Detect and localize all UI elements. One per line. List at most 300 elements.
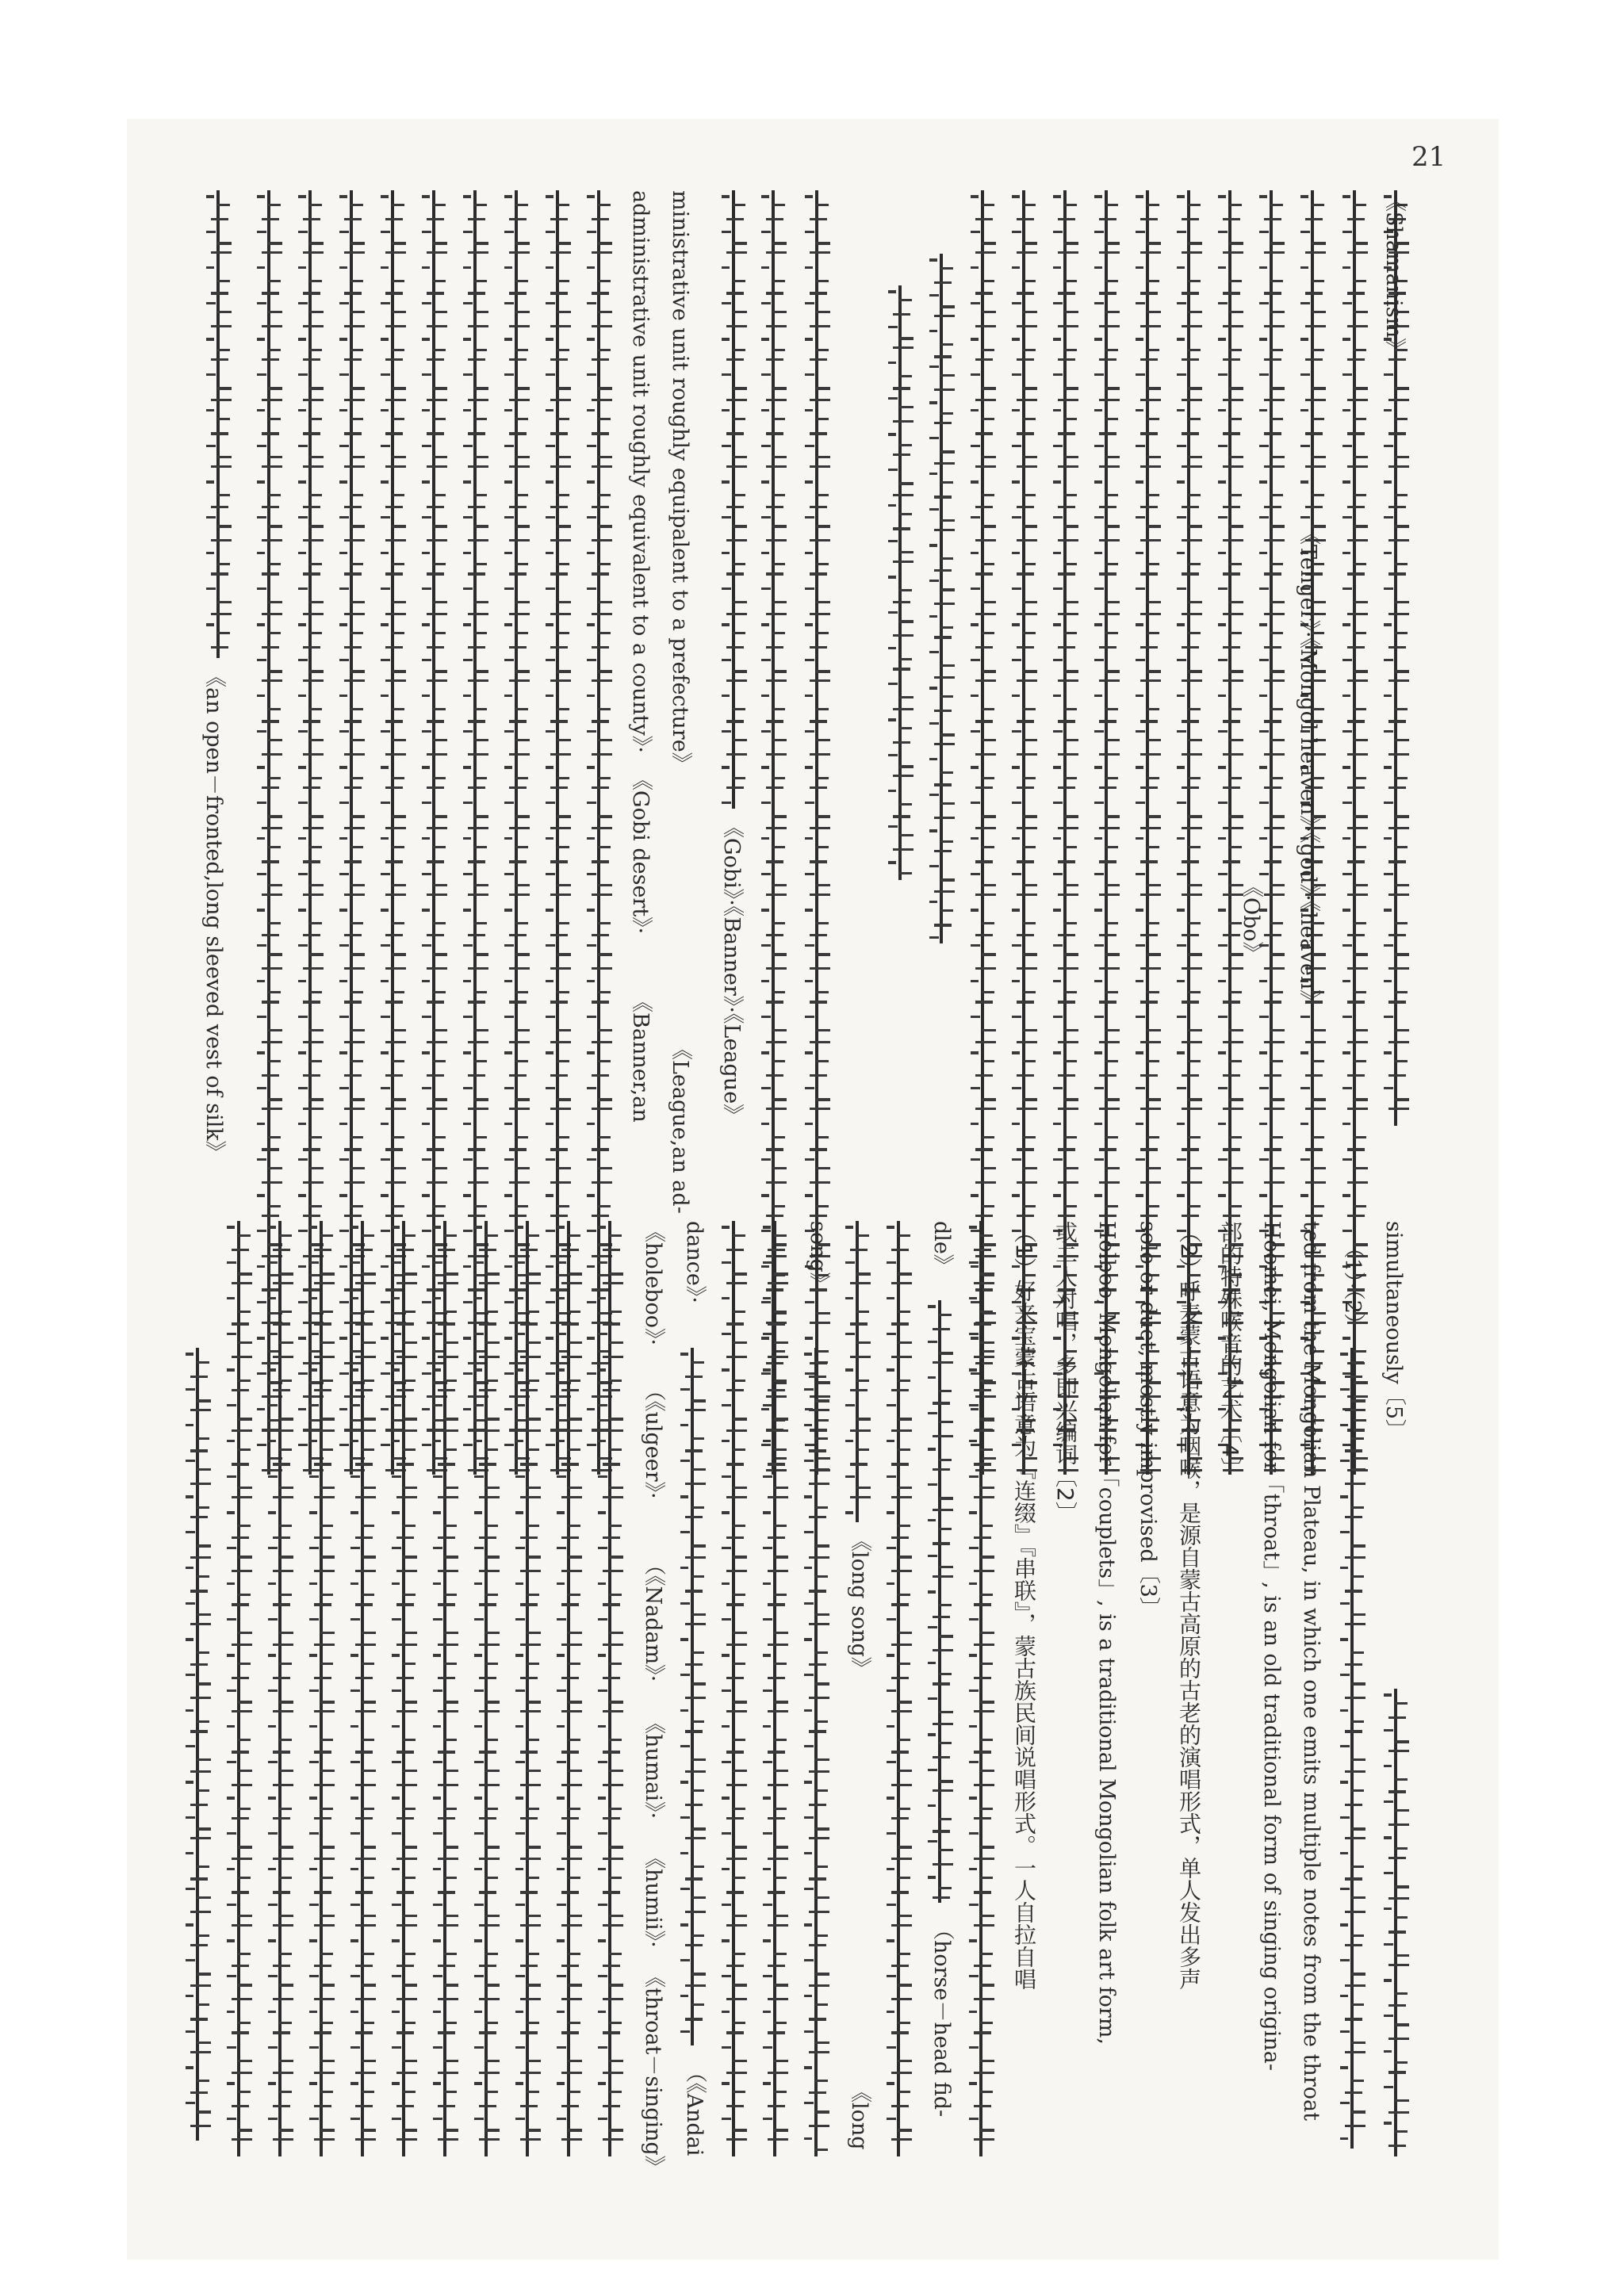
upper-script-line-glyph <box>463 480 471 484</box>
upper-script-line-glyph <box>339 623 347 626</box>
upper-script-line-glyph <box>1094 766 1102 769</box>
upper-script-line-glyph <box>1012 587 1021 590</box>
lower-script-line-glyph <box>474 1582 482 1585</box>
upper-script-line-glyph <box>515 922 528 924</box>
upper-script-line-glyph <box>1259 1158 1269 1161</box>
upper-script-line-glyph <box>893 741 910 744</box>
upper-script-line-glyph <box>1147 563 1159 565</box>
upper-script-line-glyph <box>805 445 814 447</box>
lower-script-line-glyph <box>685 1911 706 1913</box>
lower-script-line-glyph <box>898 2060 912 2062</box>
upper-script-line-glyph <box>929 508 939 511</box>
lower-script-line-glyph <box>1345 1944 1362 1946</box>
lower-script-line-glyph <box>850 1249 868 1251</box>
lower-script-line <box>608 1221 611 2156</box>
upper-script-line-glyph <box>1229 456 1243 458</box>
lower-script-line-glyph <box>362 1525 374 1527</box>
lower-script-line-glyph <box>603 1965 620 1967</box>
lower-script-line-glyph <box>362 2129 376 2132</box>
lower-script-line-glyph <box>314 1603 331 1606</box>
upper-script-line-glyph <box>1177 873 1186 875</box>
upper-script-line-glyph <box>1023 670 1037 673</box>
upper-script-line-glyph <box>598 494 611 496</box>
lower-script-line-glyph <box>603 2105 620 2107</box>
upper-script-line-glyph <box>385 292 403 295</box>
lower-script-line-glyph <box>939 1849 953 1851</box>
upper-script-line-glyph <box>1177 480 1185 484</box>
upper-script-line-glyph <box>761 944 771 947</box>
lower-script-line-glyph <box>273 1496 293 1498</box>
lower-script-line-glyph <box>726 1677 744 1679</box>
lower-script-line-glyph <box>485 2022 498 2024</box>
lower-script-line-glyph <box>309 1582 317 1585</box>
lower-script-line-glyph <box>980 1701 994 1704</box>
upper-script-line-glyph <box>1058 251 1078 254</box>
lower-script-line-glyph <box>485 1663 498 1665</box>
lower-script-line-glyph <box>190 1556 211 1559</box>
lower-script-line-glyph <box>197 1866 209 1868</box>
upper-script-line-glyph <box>766 1181 787 1184</box>
upper-script-line-glyph <box>1105 204 1118 206</box>
upper-script-line-glyph <box>587 659 596 661</box>
upper-script-line-glyph <box>303 786 320 789</box>
upper-script-line-glyph <box>1347 399 1368 401</box>
upper-script-line-glyph <box>381 909 389 912</box>
upper-script-line-glyph <box>929 544 937 547</box>
upper-script-line-glyph <box>1094 802 1104 804</box>
lower-script-line-glyph <box>891 1924 912 1927</box>
upper-script-line-glyph <box>427 465 447 468</box>
upper-script-line-glyph <box>262 1362 279 1364</box>
lower-script-line-glyph <box>763 1939 771 1942</box>
lower-script-line-glyph <box>603 1998 623 2000</box>
upper-script-line-glyph <box>1136 766 1143 769</box>
upper-script-line-glyph <box>339 480 347 484</box>
lower-script-line-glyph <box>485 1272 500 1276</box>
lower-script-line-glyph <box>804 1531 814 1533</box>
lower-script-line-glyph <box>515 2082 523 2085</box>
upper-latin-obo: 《Obo》 <box>1239 876 1263 963</box>
upper-script-line-glyph <box>934 676 955 679</box>
lower-script-line-glyph <box>444 2022 457 2024</box>
lower-script-line-glyph <box>680 2030 690 2033</box>
lower-script-line-glyph <box>609 2129 623 2132</box>
upper-script-line-glyph <box>298 695 306 697</box>
upper-script-line-glyph <box>722 802 731 804</box>
upper-script-line-glyph <box>463 1230 473 1232</box>
upper-script-line-glyph <box>350 708 363 710</box>
lower-script-line-glyph <box>515 1832 525 1835</box>
lower-script-line-glyph <box>396 2138 417 2141</box>
lower-script-line-glyph <box>444 1632 458 1634</box>
upper-script-line-glyph <box>385 1074 403 1077</box>
lower-script-line-glyph <box>1395 1809 1409 1812</box>
lower-script-line-glyph <box>396 1536 414 1539</box>
lower-script-line-glyph <box>1351 1468 1365 1471</box>
upper-script-line-glyph <box>422 1372 431 1375</box>
upper-script-line-glyph <box>339 445 349 447</box>
upper-script-line-glyph <box>1264 1181 1285 1184</box>
lower-script-line-glyph <box>485 1632 500 1634</box>
lower-script-line-glyph <box>845 1440 853 1442</box>
lower-script-line-glyph <box>479 2138 500 2141</box>
upper-script-line-glyph <box>392 670 406 673</box>
lower-script-line-glyph <box>598 1975 607 1977</box>
upper-script-line-glyph <box>1140 1215 1158 1217</box>
upper-script-line-glyph <box>1384 695 1392 697</box>
upper-script-line-glyph <box>350 1167 365 1169</box>
lower-script-line-glyph <box>763 1689 772 1692</box>
upper-script-line-glyph <box>1384 552 1392 554</box>
upper-script-line-glyph <box>1395 922 1408 924</box>
upper-script-line-glyph <box>1017 967 1037 970</box>
lower-script-line-glyph <box>238 1663 251 1665</box>
upper-script-line-glyph <box>262 646 279 649</box>
lower-script-line-glyph <box>520 1536 538 1539</box>
lower-script-line-glyph <box>969 1226 977 1229</box>
lower-script-line-glyph <box>355 1998 376 2000</box>
upper-script-line-glyph <box>433 204 446 206</box>
upper-script-line-glyph <box>1342 623 1350 626</box>
upper-script-line-glyph <box>1136 373 1145 376</box>
upper-script-line-glyph <box>1342 1158 1352 1161</box>
upper-script-line-glyph <box>766 432 783 435</box>
upper-script-line-glyph <box>766 894 787 896</box>
lower-script-line-glyph <box>733 1846 747 1849</box>
upper-script-line-glyph <box>805 1087 814 1089</box>
upper-script-line-glyph <box>515 1205 528 1207</box>
lower-script-line-glyph <box>227 2011 235 2013</box>
lower-script-line-glyph <box>603 1710 623 1712</box>
upper-script-line-glyph <box>422 516 431 519</box>
upper-script-line-glyph <box>929 936 939 939</box>
lower-script-line-glyph <box>969 1511 977 1514</box>
upper-script-line-glyph <box>344 1362 362 1364</box>
lower-script-line-glyph <box>314 1784 335 1786</box>
lower-script-line-glyph <box>268 2082 276 2085</box>
upper-script-line-glyph <box>1094 1016 1104 1018</box>
upper-script-line-glyph <box>982 242 996 245</box>
lower-script-line-glyph <box>474 1939 482 1942</box>
lower-script-line-glyph <box>396 1858 417 1860</box>
upper-script-line-glyph <box>546 552 553 554</box>
lower-script-line-glyph <box>568 2022 580 2024</box>
upper-script-line-glyph <box>344 358 362 361</box>
upper-script-line-glyph <box>463 231 473 233</box>
upper-script-line-glyph <box>557 670 571 673</box>
upper-script-line-glyph <box>975 1395 996 1398</box>
upper-script-line-glyph <box>303 325 324 327</box>
upper-script-line-glyph <box>1094 837 1102 840</box>
lower-script-line-glyph <box>1395 2023 1409 2026</box>
upper-script-line-glyph <box>772 601 787 603</box>
upper-script-line-glyph <box>816 601 830 603</box>
lower-script-line-glyph <box>561 1536 579 1539</box>
lower-script-line-glyph <box>309 1868 317 1870</box>
upper-script-line-glyph <box>1012 695 1020 697</box>
upper-script-line-glyph <box>940 481 953 484</box>
lower-script-line-glyph <box>438 1429 458 1432</box>
lower-script-line-glyph <box>186 1781 193 1784</box>
upper-script-line-glyph <box>557 1205 569 1207</box>
lower-script-line-glyph <box>403 1984 417 1987</box>
lower-script-line-glyph <box>603 1536 620 1539</box>
upper-script-line-glyph <box>1023 601 1037 603</box>
upper-script-line-glyph <box>1347 1108 1368 1110</box>
lower-script-line-glyph <box>527 1739 539 1741</box>
upper-script-line-glyph <box>1388 679 1409 682</box>
upper-script-line-glyph <box>761 409 769 411</box>
lower-script-line-glyph <box>691 1575 704 1578</box>
lower-script-line-glyph <box>763 1368 771 1372</box>
lower-script-line-glyph <box>768 2105 785 2107</box>
lower-script-line-glyph <box>933 1896 950 1899</box>
lower-script-line-glyph <box>273 1603 290 1606</box>
upper-script-line-glyph <box>982 953 996 956</box>
upper-script-line-glyph <box>474 601 488 603</box>
upper-script-line-glyph <box>474 991 487 993</box>
lower-script-line-glyph <box>392 1440 400 1442</box>
upper-script-line-glyph <box>515 387 530 390</box>
lower-script-line-glyph <box>227 1297 235 1299</box>
upper-script-line-glyph <box>1147 777 1159 779</box>
lower-script-line-glyph <box>1395 1992 1408 1995</box>
lower-script-line-glyph <box>515 1761 525 1763</box>
lower-script-line-glyph <box>444 1984 458 1987</box>
upper-script-line-glyph <box>1264 753 1285 756</box>
lower-script-line-glyph <box>433 1868 441 1870</box>
upper-script-line-glyph <box>592 1148 609 1151</box>
lower-script-line-glyph <box>815 1437 828 1440</box>
upper-script-line-glyph <box>1140 860 1158 863</box>
lower-script-line-glyph <box>603 2031 620 2034</box>
upper-script-line-glyph <box>433 1029 447 1031</box>
upper-script-line-glyph <box>971 480 979 484</box>
lower-script-line-glyph <box>974 1784 994 1786</box>
upper-script-line-glyph <box>1140 934 1158 936</box>
lower-script-line-glyph <box>392 1226 400 1229</box>
upper-script-line-glyph <box>592 679 612 682</box>
upper-script-line-glyph <box>381 1051 389 1054</box>
upper-script-line-glyph <box>761 1016 771 1018</box>
lower-script-line-glyph <box>887 1904 896 1906</box>
upper-script-line-glyph <box>888 504 896 507</box>
lower-script-line-glyph <box>969 1797 977 1800</box>
upper-script-line-glyph <box>592 465 612 468</box>
upper-script-line-glyph <box>1218 266 1226 269</box>
upper-script-line-glyph <box>1017 292 1034 295</box>
upper-script-line-glyph <box>550 218 568 220</box>
lower-script-line-glyph <box>232 1751 249 1754</box>
upper-script-line-glyph <box>726 753 747 756</box>
upper-script-line-glyph <box>971 802 980 804</box>
lower-script-line-glyph <box>396 1282 417 1284</box>
upper-script-line-glyph <box>592 613 612 615</box>
lower-script-line-glyph <box>238 1984 252 1987</box>
upper-script-line-glyph <box>975 894 996 896</box>
upper-script-line-glyph <box>592 646 609 649</box>
lower-script-line-glyph <box>898 1556 912 1559</box>
lower-script-line-glyph <box>980 1525 993 1527</box>
lower-script-line-glyph <box>403 1556 417 1559</box>
lower-script-line-glyph <box>939 1604 952 1606</box>
upper-script-line-glyph <box>1105 311 1120 313</box>
lower-script-line-glyph <box>433 1333 442 1335</box>
upper-script-line-glyph <box>587 516 596 519</box>
upper-script-line-glyph <box>1188 632 1201 634</box>
upper-script-line-glyph <box>1395 884 1409 886</box>
upper-script-line-glyph <box>592 860 609 863</box>
lower-script-line-glyph <box>726 1965 744 1967</box>
upper-script-line-glyph <box>1182 753 1202 756</box>
upper-script-line-glyph <box>427 860 444 863</box>
upper-script-line-glyph <box>1264 967 1285 970</box>
lower-script-line-glyph <box>557 1582 565 1585</box>
lower-script-line-glyph <box>392 1333 401 1335</box>
upper-script-line-glyph <box>344 934 362 936</box>
lower-script-line-glyph <box>438 1965 455 1967</box>
upper-script-line-glyph <box>211 646 228 649</box>
upper-script-line-glyph <box>1136 802 1145 804</box>
lower-script-line-glyph <box>561 2031 579 2034</box>
upper-script-line-glyph <box>385 325 406 327</box>
upper-script-line-glyph <box>1064 1136 1077 1138</box>
lower-script-line-glyph <box>474 1725 482 1728</box>
lower-script-line-glyph <box>891 2105 909 2107</box>
upper-script-line-glyph <box>816 1419 829 1422</box>
lower-script-line-glyph <box>722 2046 731 2049</box>
upper-script-line-glyph <box>929 722 939 725</box>
lower-script-line-glyph <box>568 2129 582 2132</box>
lower-script-line-glyph <box>527 1984 541 1987</box>
upper-script-line-glyph <box>975 1181 996 1184</box>
lower-script-line-glyph <box>197 1934 209 1937</box>
upper-script-line-glyph <box>474 846 487 848</box>
upper-script-line-glyph <box>816 1457 830 1460</box>
upper-script-line-glyph <box>1136 909 1143 912</box>
upper-script-line-glyph <box>257 373 266 376</box>
lower-script-line-glyph <box>355 1322 373 1326</box>
lower-script-line-glyph <box>474 1868 482 1870</box>
upper-script-line-glyph <box>433 815 447 818</box>
upper-script-line-glyph <box>1264 572 1281 576</box>
upper-script-line-glyph <box>1223 860 1240 863</box>
upper-script-line-glyph <box>1177 909 1185 912</box>
lower-script-line-glyph <box>1340 1781 1348 1784</box>
upper-script-line-glyph <box>262 1288 279 1292</box>
upper-script-line-glyph <box>381 1158 390 1161</box>
upper-script-line-glyph <box>1058 1108 1078 1110</box>
lower-script-line-glyph <box>273 1817 290 1820</box>
upper-script-line-glyph <box>1140 967 1161 970</box>
upper-script-line-glyph <box>1305 1108 1326 1110</box>
upper-script-line-glyph <box>344 292 362 295</box>
upper-script-line-glyph <box>1017 827 1037 829</box>
upper-script-line-glyph <box>761 1194 769 1197</box>
lower-script-line-glyph <box>815 1973 829 1976</box>
upper-script-line-glyph <box>433 1205 446 1207</box>
lower-script-line-glyph <box>691 1896 706 1899</box>
upper-script-line-glyph <box>592 325 612 327</box>
lower-script-line-glyph <box>190 1449 208 1452</box>
lower-script-line-glyph <box>774 1418 788 1421</box>
lower-han-duet: 或二人对唱，多即兴编词〔2〕 <box>1052 1221 1078 1524</box>
lower-script-line-glyph <box>974 1924 994 1927</box>
upper-script-line-glyph <box>550 679 571 682</box>
upper-script-line-glyph <box>982 563 994 565</box>
upper-script-line-glyph <box>1064 601 1078 603</box>
upper-script-line-glyph <box>1354 204 1366 206</box>
lower-script-line-glyph <box>320 1525 333 1527</box>
upper-script-line-glyph <box>309 1167 324 1169</box>
upper-script-line-glyph <box>1053 231 1063 233</box>
upper-script-line-glyph <box>211 325 232 327</box>
upper-script-line-glyph <box>598 456 612 458</box>
upper-script-line-glyph <box>1347 679 1368 682</box>
upper-script-line-glyph <box>772 387 787 390</box>
upper-script-line-glyph <box>298 1123 306 1125</box>
upper-script-line-glyph <box>929 330 937 332</box>
lower-script-line-glyph <box>190 1483 211 1485</box>
lower-script-line-glyph <box>520 1858 541 1860</box>
upper-script-line-glyph <box>1182 1148 1199 1151</box>
upper-script-line-glyph <box>1300 1123 1308 1125</box>
lower-script-line-glyph <box>603 1924 623 1927</box>
upper-script-line-glyph <box>592 506 609 508</box>
upper-script-line-glyph <box>810 934 827 936</box>
upper-script-line-glyph <box>1012 837 1020 840</box>
upper-script-line-glyph <box>1270 1205 1283 1207</box>
upper-script-line-glyph <box>1012 480 1020 484</box>
lower-script-line-glyph <box>314 1710 335 1712</box>
lower-script-line-glyph <box>268 1939 276 1942</box>
upper-script-line-glyph <box>515 525 530 528</box>
lower-script-line-glyph <box>557 1511 565 1514</box>
lower-script-line-glyph <box>768 1710 788 1712</box>
upper-script-line-glyph <box>940 450 955 453</box>
upper-script-line-glyph <box>888 611 898 614</box>
upper-script-line-glyph <box>504 909 512 912</box>
upper-script-line-glyph <box>1094 302 1104 304</box>
lower-script-line-glyph <box>479 1389 496 1391</box>
upper-script-line-glyph <box>303 539 324 541</box>
upper-script-line-glyph <box>433 632 446 634</box>
lower-script-line-glyph <box>939 1566 953 1568</box>
lower-script-line-glyph <box>392 1368 400 1372</box>
upper-script-line-glyph <box>810 432 827 435</box>
upper-script-line-glyph <box>1182 720 1199 723</box>
upper-script-line-glyph <box>474 1098 488 1101</box>
lower-script-line-glyph <box>722 1761 731 1763</box>
upper-script-line-glyph <box>1305 465 1326 468</box>
lower-script-line-glyph <box>891 1710 912 1712</box>
upper-script-line-glyph <box>722 338 730 341</box>
lower-script-line-glyph <box>1351 1896 1365 1899</box>
lower-script-line-glyph <box>320 1272 335 1276</box>
upper-script-line-glyph <box>1023 204 1036 206</box>
upper-script-line-glyph <box>309 1098 324 1101</box>
lower-script-line-glyph <box>527 1418 541 1421</box>
upper-script-line-glyph <box>381 1301 390 1303</box>
lower-latin-long: 《long <box>847 2081 871 2150</box>
lower-script-line-glyph <box>485 1234 498 1237</box>
upper-script-line-glyph <box>971 659 980 661</box>
lower-script-line-glyph <box>928 1448 936 1451</box>
lower-script-line-glyph <box>768 2138 788 2141</box>
upper-script-line-glyph <box>509 827 530 829</box>
lower-script-line-glyph <box>396 1496 417 1498</box>
upper-script-line-glyph <box>1012 338 1020 341</box>
